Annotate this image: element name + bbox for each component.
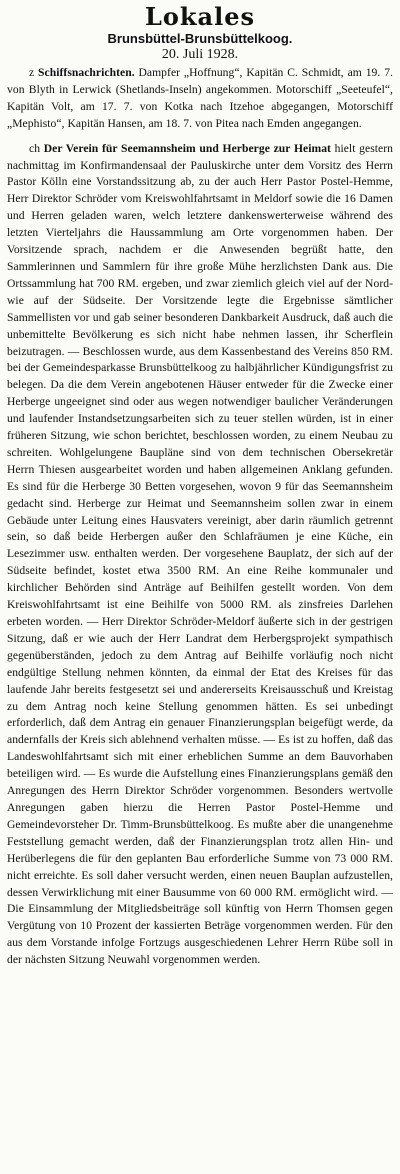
article-marker: z xyxy=(29,66,35,79)
article-body: hielt gestern nachmittag im Konfirmandensaal der Pauluskirche unter dem Vorsitz des Herrn Pastor Kölln eine Vorstandssitzung ab, zu der auch Herr Pastor Postel-Hemme, Herr Direktor Schröder vom Kreiswohlfahrtsamt in Meldorf sowie die 16 Damen und Herren geladen waren, welch letztere dankenswerterweise während des letzten Vierteljahrs die Haussammlung am Orte vorgenommen haben. Der Vorsitzende sprach, nachdem er die Anwesenden begrüßt hatte, den Sammlerinnen und Sammlern für ihre große Mühe herzlichsten Dank aus. Die Ortssammlung hat 700 RM. ergeben, und zwar ziemlich gleich viel auf der Nord- wie auf der Südseite. Der Vorsitzende legte die Ergebnisse sämtlicher Sammellisten vor und gab seiner besonderen Dankbarkeit Ausdruck, daß auch die unbemittelte Bevölkerung es sich nicht habe nehmen lassen, ihr Scherflein beizutragen. — Beschlossen wurde, aus dem Kassenbestand des Vereins 850 RM. bei der Gemeindesparkasse Brunsbüttelkoog zu halbjährlicher Kündigungsfrist zu belegen. Da die dem Verein angebotenen Häuser entweder für die Zwecke einer Herberge ungeeignet sind oder aus wegen notwendiger baulicher Veränderungen und laufender Instandsetzungsarbeiten sich zu teuer stellen würden, ist in einer früheren Sitzung, wie schon berichtet, beschlossen worden, zu einem Neubau zu schreiten. Wohlgelungene Baupläne sind von dem technischen Obersekretär Herrn Thiesen ausgearbeitet worden und haben allgemeinen Anklang gefunden. Es sind für die Herberge 30 Betten vorgesehen, wovon 9 für das Seemannsheim gedacht sind. Herberge zur Heimat und Seemannsheim sollen zwar in einem Gebäude unter Leitung eines Hausvaters vereinigt, aber darin räumlich getrennt sein, so daß beide Herbergen außer den Schlafräumen je eine Küche, ein Lesezimmer usw. enthalten werden. Der vorgesehene Bauplatz, der sich auf der Südseite befindet, kostet etwa 3500 RM. An eine Reihe kommunaler und kirchlicher Behörden sind Anträge auf Beihilfen gestellt worden. Von dem Kreiswohlfahrtsamt ist eine Beihilfe von 5000 RM. als zinsfreies Darlehen erbeten worden. — Herr Direktor Schröder-Meldorf äußerte sich in der gestrigen Sitzung, daß er wie auch der Herr Landrat dem Herbergsprojekt sympathisch gegenüberständen, jedoch zu dem Antrag auf Beihilfe vorläufig noch nicht endgültige Stellung nehmen könnten, da einmal der Etat des Kreises für das laufende Jahr bereits festgesetzt sei und andererseits Kreisausschuß und Kreistag zu dem Antrag noch keine Stellung genommen hätten. Es sei unbedingt erforderlich, daß dem Antrag ein genauer Finanzierungsplan beigefügt werde, da andernfalls der Kreis sich ablehnend verhalten müsse. — Es ist zu hoffen, daß das Landeswohlfahrtsamt sich mit einer erheblichen Summe an dem Bauvorhaben beteiligen wird. — Es wurde die Aufstellung eines Finanzierungsplans gemäß den Anregungen des Herrn Direktor Schröder vorgenommen. Besonders wertvolle Anregungen gaben hierzu die Herren Pastor Postel-Hemme und Gemeindevorsteher Dr. Timm-Brunsbüttelkoog. Es mußte aber die unangenehme Feststellung gemacht werden, daß der Finanzierungsplan trotz allen Hin- und Herüberlegens die für den geplanten Bau erforderliche Summe von 73 000 RM. nicht erreichte. Es soll daher versucht werden, einen neuen Bauplan aufzustellen, dessen Verwirklichung mit einer Bausumme von 60 000 RM. ermöglicht wird. — Die Einsammlung der Mitgliedsbeiträge soll künftig von Herrn Thomsen gegen Vergütung von 10 Prozent der kassierten Beträge vorgenommen werden. Für den aus dem Vorstande infolge Fortzugs ausgeschiedenen Lehrer Herrn Rübe soll in der nächsten Sitzung Neuwahl vorgenommen werden. xyxy=(7,141,393,967)
article-body: Dampfer „Hoffnung“, Kapitän C. Schmidt, am 19. 7. von Blyth in Lerwick (Shetlands-Inseln) angekommen. Motorschiff „Seeteufel“, Kapitän Volt, am 17. 7. von Kotka nach Itzehoe abgegangen, Motorschiff „Mephisto“, Kapitän Hansen, am 18. 7. von Pitea nach Emden angegangen. xyxy=(7,66,393,130)
article-seemannsheim xyxy=(7,141,393,969)
issue-date: 20. Juli 1928. xyxy=(161,47,239,62)
article-ship-news xyxy=(7,65,393,133)
section-title: Lokales xyxy=(145,2,255,31)
location-heading: Brunsbüttel-Brunsbüttelkoog. xyxy=(107,31,293,46)
article-marker: ch xyxy=(29,141,41,155)
article-lead: Der Verein für Seemannsheim und Herberge zur Heimat xyxy=(43,141,331,155)
article-lead: Schiffsnachrichten. xyxy=(38,66,135,79)
